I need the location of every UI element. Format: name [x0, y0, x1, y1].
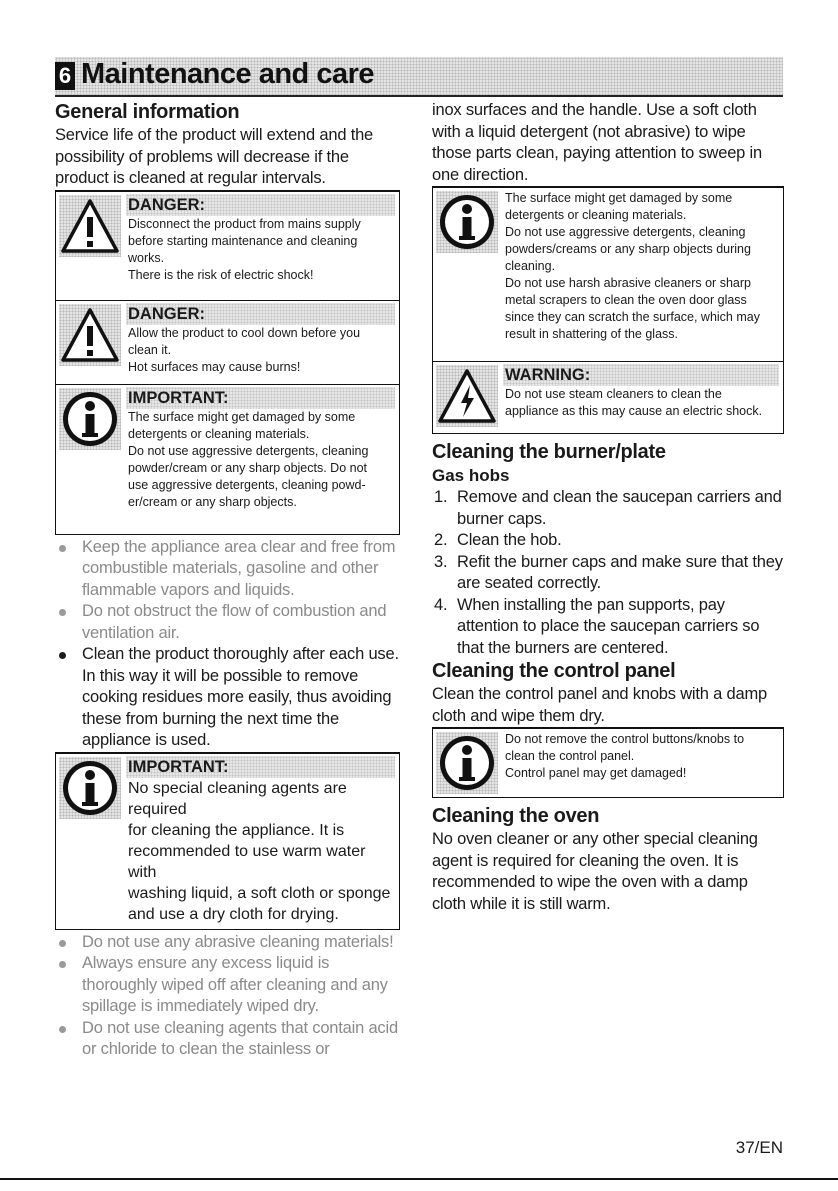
section-title: Maintenance and care — [81, 58, 374, 90]
continued-text: inox surfaces and the handle. Use a soft cloth with a liquid detergent (not abrasive) to wipe those parts clean, paying attention to sweep in one direction. — [432, 100, 784, 187]
list-item: Keep the appliance area clear and free from combustible materials, gasoline and other flammable vapors and liquids. — [55, 537, 400, 602]
burner-heading: Cleaning the burner/plate — [432, 441, 666, 463]
info-text: Do not remove the control buttons/knobs to clean the control panel. Control panel may get damaged! — [505, 732, 745, 780]
important-notice-detergents — [55, 385, 400, 535]
list-item: Do not obstruct the flow of combustion and ventilation air. — [55, 601, 400, 644]
list-item: Always ensure any excess liquid is thoroughly wiped off after cleaning and any spillage is immediately wiped dry. — [55, 953, 400, 1018]
section-number: 6 — [55, 62, 75, 90]
warning-notice-steam — [432, 362, 784, 434]
right-column — [432, 100, 784, 915]
info-icon — [59, 388, 121, 450]
danger-text: Disconnect the product from mains supply before starting maintenance and cleaning works. There is the risk of electric shock! — [128, 216, 361, 282]
gas-hobs-heading: Gas hobs — [432, 466, 510, 485]
bullet-icon — [59, 545, 66, 552]
control-panel-heading: Cleaning the control panel — [432, 660, 676, 682]
danger-notice-disconnect — [55, 191, 400, 301]
footer-divider — [0, 1178, 838, 1180]
control-panel-text: Clean the control panel and knobs with a damp cloth and wipe them dry. — [432, 684, 784, 728]
burner-steps — [432, 487, 784, 659]
warning-triangle-icon — [59, 195, 121, 257]
info-text: The surface might get damaged by some detergents or cleaning materials. Do not use aggressive detergents, cleaning powders/creams or any sharp objects during cleaning. Do not use harsh abrasive cleaners or sharp metal scrapers to clean the oven door glass since they can scratch the surface, which may result in shattering of the glass. — [505, 191, 760, 341]
bullet-icon — [59, 652, 66, 659]
bullet-icon — [59, 609, 66, 616]
cleaning-bullet-list — [55, 932, 400, 1061]
info-icon — [436, 191, 498, 253]
bullet-icon — [59, 940, 66, 947]
oven-heading: Cleaning the oven — [432, 805, 600, 827]
general-information-text: Service life of the product will extend and the possibility of problems will decrease if the product is cleaned at regular intervals. — [55, 125, 400, 191]
important-title: IMPORTANT: — [126, 756, 395, 778]
danger-title: DANGER: — [126, 303, 395, 325]
warning-title: WARNING: — [503, 364, 779, 386]
list-item: Clean the product thoroughly after each use. In this way it will be possible to remove cooking residues more easily, thus avoiding these from burning the next time the appliance is used. — [55, 644, 400, 753]
electric-warning-icon — [436, 365, 498, 427]
bullet-icon — [59, 961, 66, 968]
list-item: 3. Refit the burner caps and make sure that they are seated correctly. — [434, 552, 783, 592]
list-item: Do not use cleaning agents that contain acid or chloride to clean the stainless or — [55, 1018, 400, 1061]
important-title: IMPORTANT: — [126, 387, 395, 409]
warning-triangle-icon — [59, 304, 121, 366]
warning-text: Do not use steam cleaners to clean the appliance as this may cause an electric shock. — [505, 387, 763, 418]
list-item: 2. Clean the hob. — [434, 531, 562, 549]
general-information-heading: General information — [55, 101, 240, 123]
info-icon — [436, 732, 498, 794]
important-notice-cleaning-agents — [55, 753, 400, 930]
important-text: No special cleaning agents are required for cleaning the appliance. It is recommended to use warm water with washing liquid, a soft cloth or sponge and use a dry cloth for drying. — [128, 779, 391, 923]
list-item: 4. When installing the pan supports, pay attention to place the saucepan carriers so that the burners are centered. — [434, 595, 760, 657]
list-item: 1. Remove and clean the saucepan carriers and burner caps. — [434, 488, 782, 528]
info-icon — [59, 757, 121, 819]
list-item: Do not use any abrasive cleaning materials! — [55, 932, 400, 954]
page-number: 37/EN — [735, 1138, 783, 1157]
safety-bullet-list — [55, 537, 400, 753]
left-column — [55, 100, 400, 1061]
section-banner — [55, 57, 783, 97]
danger-notice-cool-down — [55, 301, 400, 385]
danger-text: Allow the product to cool down before you clean it. Hot surfaces may cause burns! — [128, 325, 361, 374]
danger-title: DANGER: — [126, 194, 395, 216]
info-notice-surface-damage — [432, 187, 784, 362]
info-notice-control-panel — [432, 728, 784, 798]
bullet-icon — [59, 1026, 66, 1033]
important-text: The surface might get damaged by some detergents or cleaning materials. Do not use aggressive detergents, cleaning powder/cream or any sharp objects. Do not use aggressive detergents, cleaning powd- er/cream or any sharp objects. — [128, 409, 369, 509]
oven-text: No oven cleaner or any other special cleaning agent is required for cleaning the oven. It is recommended to wipe the oven with a damp cloth while it is still warm. — [432, 830, 758, 913]
